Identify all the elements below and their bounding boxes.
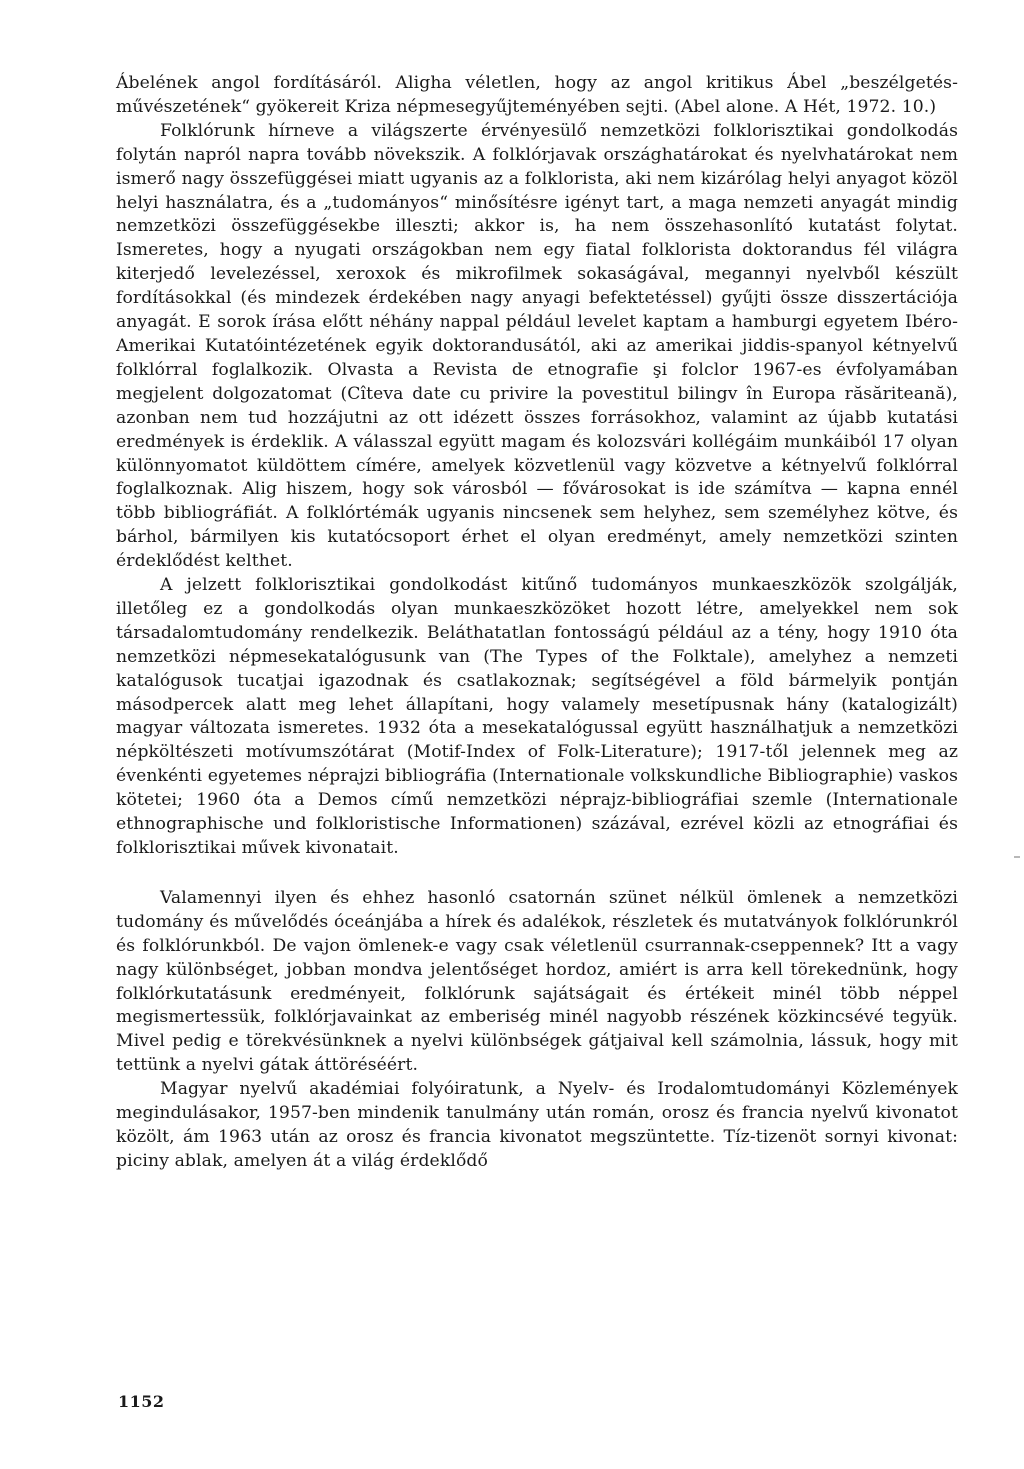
scan-mark [1014,856,1020,858]
paragraph-3: A jelzett folklorisztikai gondolkodást kitűnő tudományos munkaeszközök szolgálják, illetőleg ez a gondolkodás olyan munkaeszközöket hozott létre, amelyekkel nem sok társadalomtudomány rendelkezik. Beláthatatlan fontosságú például az a tény, hogy 1910 óta nemzetközi népmesekatalógusunk van (The Types of the Folktale), amelyhez a nemzeti katalógusok tucatjai igazodnak és csatlakoznak; segítségével a föld bármelyik pontján másodpercek alatt meg lehet állapítani, hogy valamely mesetípusnak hány (katalogizált) magyar változata ismeretes. 1932 óta a mesekatalógussal együtt használhatjuk a nemzetközi népköltészeti motívumszótárat (Motif-Index of Folk-Literature); 1917-től jelennek meg az évenkénti egyetemes néprajzi bibliográfia (Internationale volkskundliche Bibliographie) vaskos kötetei; 1960 óta a Demos című nemzetközi néprajz-bibliográfiai szemle (Internationale ethnographische und folkloristische Informationen) százával, ezrével közli az etnográfiai és folklorisztikai művek kivonatait. [116,575,958,858]
paragraph-2: Folklórunk hírneve a világszerte érvényesülő nemzetközi folklorisztikai gondolkodás folytán napról napra tovább növekszik. A folklórjavak országhatárokat és nyelvhatárokat nem ismerő nagy összefüggései miatt ugyanis az a folklorista, aki nem kizárólag helyi anyagot közöl helyi használatra, és a „tudományos“ minősítésre igényt tart, a maga nemzeti anyagát mindig nemzetközi összefüggésekbe illeszti; akkor is, ha nem összehasonlító kutatást folytat. Ismeretes, hogy a nyugati országokban nem egy fiatal folklorista doktorandus fél világra kiterjedő levelezéssel, xeroxok és mikrofilmek sokaságával, megannyi nyelvből készült fordításokkal (és mindezek érdekében nagy anyagi befektetéssel) gyűjti össze disszertációja anyagát. E sorok írása előtt néhány nappal például levelet kaptam a hamburgi egyetem Ibéro-Amerikai Kutatóintézetének egyik doktorandusától, aki az amerikai jiddis-spanyol kétnyelvű folklórral foglalkozik. Olvasta a Revista de etnografie şi folclor 1967-es évfolyamában megjelent dolgozatomat (Cîteva date cu privire la povestitul bilingv în Europa răsăriteană), azonban nem tud hozzájutni az ott idézett összes forrásokhoz, valamint az újabb kutatási eredmények is érdeklik. A válasszal együtt magam és kolozsvári kollégáim munkáiból 17 olyan különnyomatot küldöttem címére, amelyek közvetlenül vagy közvetve a kétnyelvű folklórral foglalkoznak. Alig hiszem, hogy sok városból — fővárosokat is ide számítva — kapna ennél több bibliográfiát. A folklórtémák ugyanis nincsenek sem helyhez, sem személyhez kötve, és bárhol, bármilyen kis kutatócsoport érhet el olyan eredményt, amely nemzetközi szinten érdeklődést kelthet. [116,120,958,572]
paragraph-5: Magyar nyelvű akadémiai folyóiratunk, a Nyelv- és Irodalomtudományi Közlemények megindulásakor, 1957-ben mindenik tanulmány után román, orosz és francia nyelvű kivonatot közölt, ám 1963 után az orosz és francia kivonatot megszüntette. Tíz-tizenöt sornyi kivonat: piciny ablak, amelyen át a világ érdeklődő [116,1079,958,1171]
page-number: 1152 [118,1392,165,1411]
paragraph-4: Valamennyi ilyen és ehhez hasonló csatornán szünet nélkül ömlenek a nemzetközi tudomány és művelődés óceánjába a hírek és adalékok, részletek és mutatványok folklórunkról és folklórunkból. De vajon ömlenek-e vagy csak véletlenül csurrannak-cseppennek? Itt a vagy nagy különbséget, jobban mondva jelentőséget hordoz, amiért is arra kell törekednünk, hogy folklórkutatásunk eredményeit, folklórunk sajátságait és értékeit minél több néppel megismertessük, folklórjavainkat az emberiség minél nagyobb részének közkincsévé tegyük. Mivel pedig e törekvésünknek a nyelvi különbségek gátjaival kell számolnia, lássuk, hogy mit tettünk a nyelvi gátak áttöréséért. [116,887,958,1076]
page-body [116,72,958,1174]
paragraph-1: Ábelének angol fordításáról. Aligha véletlen, hogy az angol kritikus Ábel „beszélgetés-művészetének“ gyökereit Kriza népmesegyűjteményében sejti. (Abel alone. A Hét, 1972. 10.) [116,73,958,117]
section-gap [116,861,958,887]
